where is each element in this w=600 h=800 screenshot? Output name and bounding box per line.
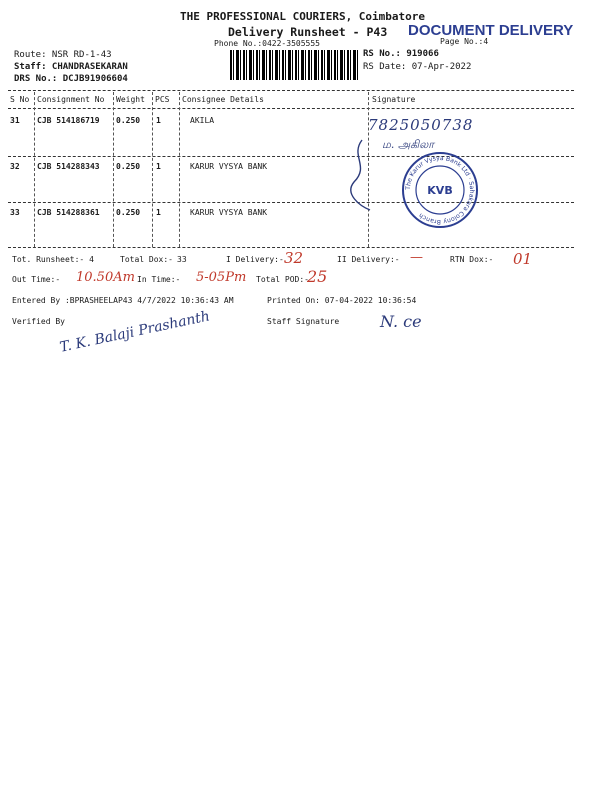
staff-signature-label: Staff Signature — [267, 317, 340, 326]
row-weight: 0.250 — [116, 116, 141, 125]
handwritten-signature-akila: ம. அகிலா — [382, 138, 434, 151]
row-consignment: CJB 514288343 — [37, 162, 100, 171]
in-time-value: 5-05Pm — [196, 270, 247, 285]
ii-delivery-label: II Delivery:- — [337, 255, 400, 264]
ii-delivery-value: — — [410, 250, 423, 265]
row-sno: 31 — [10, 116, 20, 125]
row-rule — [8, 202, 574, 203]
col-divider — [34, 92, 35, 247]
row-sno: 32 — [10, 162, 20, 171]
printed-on: Printed On: 07-04-2022 10:36:54 — [267, 296, 417, 305]
route-info: Route: NSR RD-1-43 — [14, 50, 112, 60]
barcode — [230, 50, 358, 80]
out-time-value: 10.50Am — [76, 270, 135, 285]
i-delivery-label: I Delivery:- — [226, 255, 284, 264]
verified-signature: T. K. Balaji Prashanth — [58, 308, 212, 356]
row-consignment: CJB 514186719 — [37, 116, 100, 125]
seal-ring-text: The Karur Vysya Bank Ltd · Sahakara Colony Branch — [404, 154, 476, 226]
col-header-consignee: Consignee Details — [182, 95, 264, 104]
row-pcs: 1 — [156, 116, 161, 125]
document-delivery-stamp: DOCUMENT DELIVERY — [408, 22, 574, 39]
row-sno: 33 — [10, 208, 20, 217]
col-header-signature: Signature — [372, 95, 416, 104]
table-header-rule — [8, 108, 574, 109]
company-name: THE PROFESSIONAL COURIERS, Coimbatore — [180, 10, 426, 23]
col-divider — [152, 92, 153, 247]
total-dox-value: 33 — [177, 255, 187, 264]
signature-scribble-icon — [340, 136, 380, 216]
col-header-pcs: PCS — [155, 95, 170, 104]
entered-by: Entered By :BPRASHEELAP43 4/7/2022 10:36:43 AM — [12, 296, 234, 305]
row-consignment: CJB 514288361 — [37, 208, 100, 217]
runsheet-title: Delivery Runsheet - P43 — [228, 25, 388, 39]
total-dox-label: Total Dox:- — [120, 255, 173, 264]
row-consignee: KARUR VYSYA BANK — [190, 162, 268, 171]
out-time-label: Out Time:- — [12, 275, 61, 284]
bank-seal-icon — [400, 150, 480, 230]
rtn-dox-label: RTN Dox:- — [450, 255, 494, 264]
table-bottom-rule — [8, 247, 574, 248]
col-divider — [179, 92, 180, 247]
row-consignee: KARUR VYSYA BANK — [190, 208, 268, 217]
drs-number: DRS No.: DCJB91906604 — [14, 74, 128, 84]
tot-runsheet: Tot. Runsheet:- 4 — [12, 255, 94, 264]
seal-center-text: KVB — [427, 184, 453, 197]
row-weight: 0.250 — [116, 208, 141, 217]
rs-date: RS Date: 07-Apr-2022 — [363, 62, 472, 72]
row-consignee: AKILA — [190, 116, 215, 125]
rtn-dox-value: 01 — [513, 250, 533, 268]
total-pod-label: Total POD:- — [256, 275, 309, 284]
phone-number: Phone No.:0422-3505555 — [214, 39, 320, 48]
row-pcs: 1 — [156, 162, 161, 171]
in-time-label: In Time:- — [137, 275, 181, 284]
row-pcs: 1 — [156, 208, 161, 217]
col-header-weight: Weight — [116, 95, 145, 104]
verified-by-label: Verified By — [12, 317, 65, 326]
col-divider — [113, 92, 114, 247]
col-header-sno: S No — [10, 95, 30, 104]
row-rule — [8, 156, 574, 157]
handwritten-phone-note: 7825050738 — [368, 116, 474, 134]
table-top-rule — [8, 90, 574, 91]
row-weight: 0.250 — [116, 162, 141, 171]
rs-number: RS No.: 919066 — [363, 49, 439, 59]
col-header-consignment: Consignment No — [37, 95, 105, 104]
staff-info: Staff: CHANDRASEKARAN — [14, 62, 128, 72]
total-pod-value: 25 — [307, 267, 328, 286]
staff-signature: N. ce — [380, 312, 422, 331]
page-number: Page No.:4 — [440, 37, 489, 46]
i-delivery-value: 32 — [284, 249, 304, 267]
